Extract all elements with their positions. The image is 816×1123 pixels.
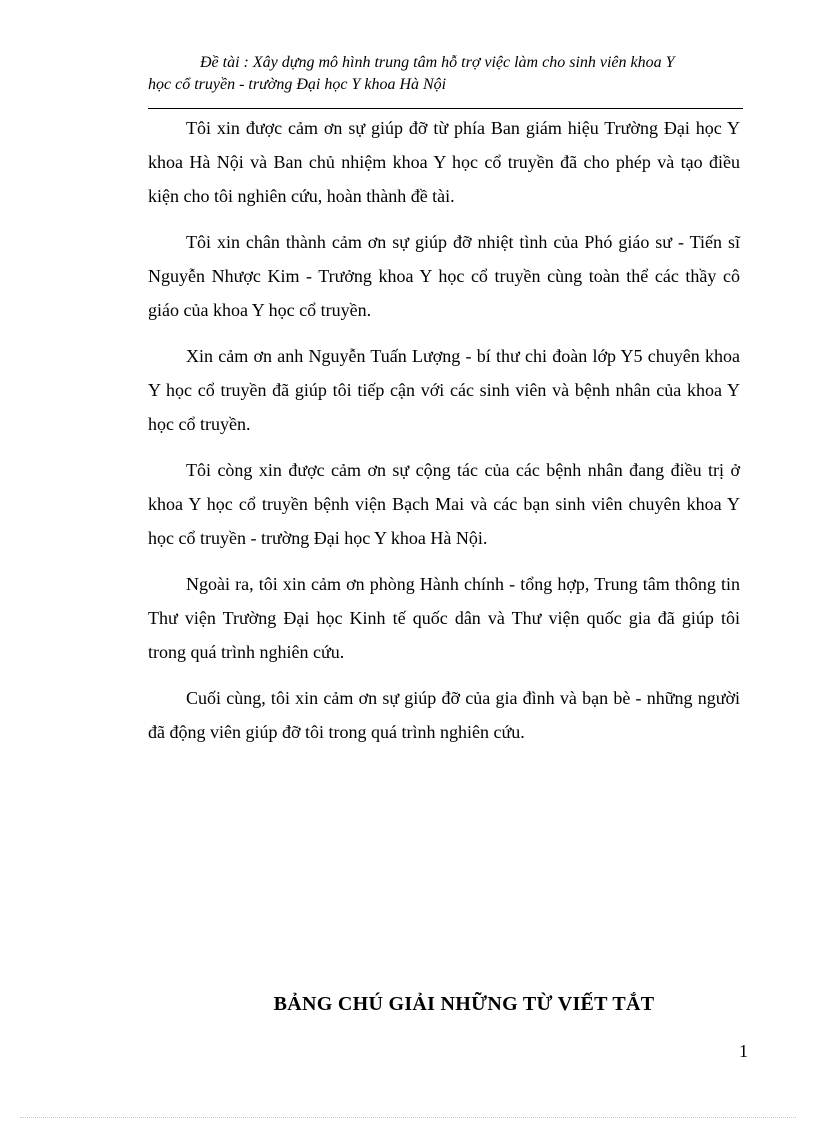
header-divider <box>148 108 743 109</box>
header-title <box>148 52 743 96</box>
header-title-line-2: học cổ truyền - trường Đại học Y khoa Hà Nội <box>148 76 447 93</box>
paragraph-3: Xin cảm ơn anh Nguyễn Tuấn Lượng - bí thư chi đoàn lớp Y5 chuyên khoa Y học cổ truyền đã giúp tôi tiếp cận với các sinh viên và bệnh nhân của khoa Y học cổ truyền. <box>148 346 740 434</box>
header-title-line-1: Đề tài : Xây dựng mô hình trung tâm hỗ trợ việc làm cho sinh viên khoa Y <box>200 54 675 71</box>
paragraph-5: Ngoài ra, tôi xin cảm ơn phòng Hành chính - tổng hợp, Trung tâm thông tin Thư viện Trường Đại học Kinh tế quốc dân và Thư viện quốc gia đã giúp tôi trong quá trình nghiên cứu. <box>148 574 740 662</box>
paragraph-1: Tôi xin được cảm ơn sự giúp đỡ từ phía Ban giám hiệu Trường Đại học Y khoa Hà Nội và Ban chủ nhiệm khoa Y học cổ truyền đã cho phép và tạo điều kiện cho tôi nghiên cứu, hoàn thành đề tài. <box>148 118 740 206</box>
acknowledgements-body <box>148 111 740 761</box>
paragraph-4: Tôi còng xin được cảm ơn sự cộng tác của các bệnh nhân đang điều trị ở khoa Y học cổ truyền bệnh viện Bạch Mai và các bạn sinh viên chuyên khoa Y học cổ truyền - trường Đại học Y khoa Hà Nội. <box>148 460 740 548</box>
paragraph-6: Cuối cùng, tôi xin cảm ơn sự giúp đỡ của gia đình và bạn bè - những người đã động viên giúp đỡ tôi trong quá trình nghiên cứu. <box>148 688 740 742</box>
paragraph-2: Tôi xin chân thành cảm ơn sự giúp đỡ nhiệt tình của Phó giáo sư - Tiến sĩ Nguyễn Nhược Kim - Trưởng khoa Y học cổ truyền cùng toàn thể các thầy cô giáo của khoa Y học cổ truyền. <box>148 232 740 320</box>
page-number: 1 <box>739 1041 748 1061</box>
page-header <box>148 52 743 96</box>
section-title: BẢNG CHÚ GIẢI NHỮNG TỪ VIẾT TẮT <box>273 993 655 1015</box>
page-bottom-edge <box>20 1117 796 1118</box>
